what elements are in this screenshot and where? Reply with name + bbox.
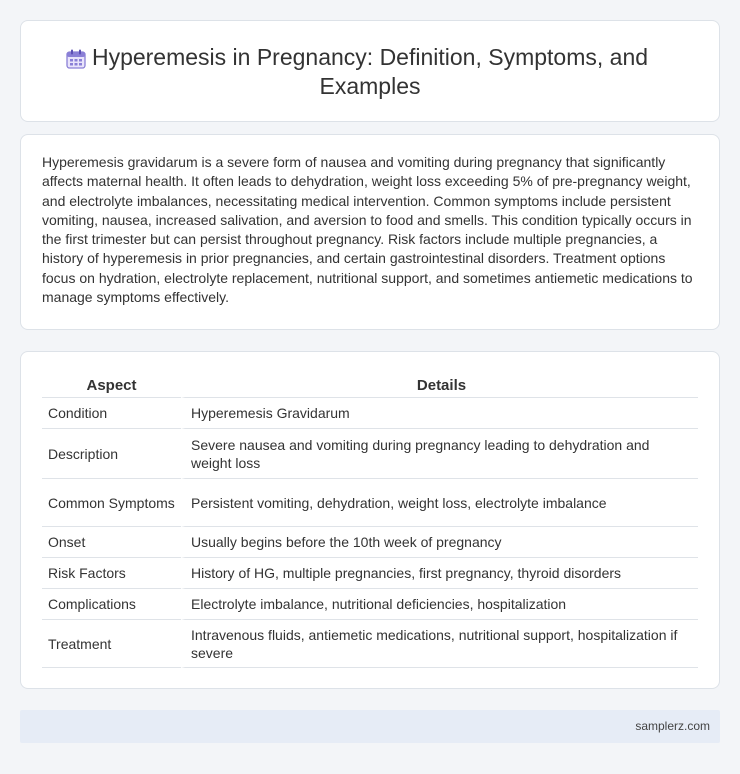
title-card [20,20,720,122]
intro-card [20,134,720,330]
table-row [42,619,698,668]
row-details: Severe nausea and vomiting during pregnancy leading to dehydration and weight loss [181,428,698,478]
row-aspect: Common Symptoms [42,478,181,526]
aspect-table [42,373,698,668]
table-card [20,351,720,689]
row-aspect: Condition [42,397,181,428]
page-title: Hyperemesis in Pregnancy: Definition, Symptoms, and Examples [91,44,649,99]
table-row [42,588,698,619]
row-details: Electrolyte imbalance, nutritional deficiencies, hospitalization [181,588,698,619]
row-aspect: Treatment [42,619,181,668]
table-row [42,478,698,526]
row-aspect: Description [42,428,181,478]
table-row [42,397,698,428]
header-aspect: Aspect [86,377,137,394]
row-aspect: Onset [42,526,181,557]
row-details: Hyperemesis Gravidarum [181,397,698,428]
intro-paragraph: Hyperemesis gravidarum is a severe form of nausea and vomiting during pregnancy that significantly affects maternal health. It often leads to dehydration, weight loss exceeding 5% of pre-pregnancy weight, and electrolyte imbalances, necessitating medical intervention. Common symptoms include persistent vomiting, nausea, increased salivation, and aversion to food and smells. This condition typically occurs in the first trimester but can persist throughout pregnancy. Risk factors include multiple pregnancies, a history of hyperemesis in prior pregnancies, and certain gastrointestinal disorders. Treatment options focus on hydration, electrolyte replacement, nutritional support, and sometimes antiemetic medications to manage symptoms effectively. [42,154,693,306]
row-aspect: Risk Factors [42,557,181,588]
footer-site-link[interactable]: samplerz.com [635,719,710,733]
table-row [42,428,698,478]
table-header-row [42,373,698,397]
table-row [42,557,698,588]
row-details: History of HG, multiple pregnancies, first pregnancy, thyroid disorders [181,557,698,588]
header-details: Details [181,373,698,397]
row-aspect: Complications [42,588,181,619]
row-details: Intravenous fluids, antiemetic medications, nutritional support, hospitalization if severe [181,619,698,668]
row-details: Usually begins before the 10th week of pregnancy [181,526,698,557]
footer-bar [20,710,720,743]
table-row [42,526,698,557]
row-details: Persistent vomiting, dehydration, weight loss, electrolyte imbalance [181,478,698,526]
